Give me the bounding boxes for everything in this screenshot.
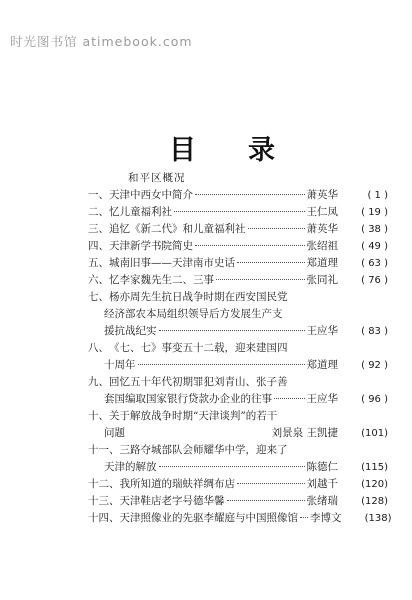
- toc-entry-line: [88, 221, 388, 238]
- entry-title: 三路夺城部队会师耀华中学，迎来了: [119, 444, 288, 456]
- entry-author: 王应华: [306, 393, 338, 405]
- toc-entry-line: [88, 357, 388, 374]
- entry-number: 十二、: [88, 478, 120, 490]
- entry-page-number: (120): [361, 479, 388, 490]
- entry-number: 四、: [88, 240, 109, 252]
- entry-number: 七、: [88, 291, 109, 303]
- toc-entry-line: [88, 442, 388, 459]
- entry-page-number: (115): [361, 462, 388, 473]
- entry-title: 经济部农本局组织领导后方发展生产支: [104, 308, 283, 320]
- toc-entry-line: [88, 425, 388, 442]
- entry-number: 十、: [88, 410, 109, 422]
- leader-dots: [227, 499, 305, 501]
- toc-entry: [88, 510, 392, 527]
- entry-author: 王应华: [306, 325, 338, 337]
- toc-entry-line: [88, 255, 388, 272]
- toc-entry-line: [88, 238, 388, 255]
- entry-author: 张绍祖: [306, 240, 338, 252]
- entry-page-number: (101): [361, 428, 388, 439]
- entry-title: 天津的解放: [104, 461, 157, 473]
- entry-title: 问题: [104, 427, 125, 439]
- toc-entry-line: [88, 459, 388, 476]
- entry-title: 天津新学书院简史: [109, 240, 193, 252]
- toc-entry: [88, 476, 388, 493]
- entry-number: 十三、: [88, 495, 120, 507]
- entry-title: 关于解放战争时期“天津谈判”的若干: [109, 410, 278, 422]
- toc-entry: [88, 272, 388, 289]
- entry-page-number: ( 96 ): [361, 394, 388, 405]
- watermark: 时光图书馆 atimebook.com: [10, 34, 193, 49]
- leader-dots: [216, 278, 305, 280]
- page-title: 目录: [169, 135, 327, 166]
- toc-entry: [88, 374, 388, 408]
- entry-title: 我所知道的瑞蚨祥绸布店: [119, 478, 235, 490]
- leader-dots: [237, 261, 305, 263]
- entry-title: 援抗战纪实: [104, 325, 157, 337]
- entry-title: 忆儿童福利社: [109, 206, 172, 218]
- toc-entry-line: [88, 272, 388, 289]
- entry-title: 十周年: [104, 359, 136, 371]
- entry-number: 二、: [88, 206, 109, 218]
- toc-entry-line: [88, 408, 388, 425]
- entry-author: 张同礼: [306, 274, 338, 286]
- toc-entry: [88, 289, 388, 340]
- entry-number: 一、: [88, 189, 109, 201]
- toc-entry: [88, 204, 388, 221]
- toc-entry-line: [88, 476, 388, 493]
- entry-author: 萧英华: [306, 223, 338, 235]
- entry-title: 天津鞋店老字号德华馨: [119, 495, 225, 507]
- leader-dots: [237, 482, 305, 484]
- toc-entry: [88, 408, 388, 442]
- entry-title: 《七、七》事变五十二载，迎来建国四: [109, 342, 288, 354]
- toc-entry-line: [88, 306, 388, 323]
- entry-author: 郑道理: [306, 257, 338, 269]
- toc-entry-line: [88, 323, 388, 340]
- entry-page-number: ( 76 ): [361, 275, 388, 286]
- toc-entry-line: [88, 204, 388, 221]
- entry-number: 五、: [88, 257, 109, 269]
- entry-page-number: (128): [361, 496, 388, 507]
- toc-entry: [88, 255, 388, 272]
- leader-dots: [174, 210, 305, 212]
- leader-dots: [159, 465, 305, 467]
- entry-author: 陈德仁: [306, 461, 338, 473]
- section-heading: 和平区概况: [128, 172, 186, 184]
- leader-dots: [159, 329, 305, 331]
- entry-title: 杨亦周先生抗日战争时期在西安国民党: [109, 291, 288, 303]
- entry-number: 八、: [88, 342, 109, 354]
- toc-entry-line: [88, 374, 388, 391]
- entry-page-number: ( 38 ): [361, 224, 388, 235]
- entry-title: 城南旧事——天津南市史话: [109, 257, 235, 269]
- toc-entry: [88, 187, 388, 204]
- entry-page-number: ( 1 ): [367, 190, 388, 201]
- entry-page-number: (138): [364, 513, 392, 524]
- entry-author: 张绪瑞: [306, 495, 338, 507]
- entry-title: 天津中西女中简介: [109, 189, 193, 201]
- entry-number: 十一、: [88, 444, 120, 456]
- toc-entry: [88, 221, 388, 238]
- toc-entry-line: [88, 493, 388, 510]
- entry-number: 六、: [88, 274, 109, 286]
- toc-entry-line: [88, 340, 388, 357]
- toc-entry: [88, 442, 388, 476]
- entry-title: 天津照像业的先驱李耀庭与中国照像馆: [119, 512, 298, 524]
- entry-page-number: ( 63 ): [361, 258, 388, 269]
- toc-entry: [88, 340, 388, 374]
- entry-author: 李博文: [310, 512, 342, 524]
- entry-author: 刘景泉 王凯捷: [271, 427, 338, 439]
- toc-entry: [88, 238, 388, 255]
- entry-title: 忆李家魏先生二、三事: [109, 274, 214, 286]
- entry-title: 回忆五十年代初期罪犯刘青山、张子善: [109, 376, 288, 388]
- leader-dots: [274, 397, 305, 399]
- leader-dots: [248, 227, 305, 229]
- toc-entry-line: [88, 391, 388, 408]
- toc-entry-line: [88, 289, 388, 306]
- entry-number: 三、: [88, 223, 109, 235]
- leader-dots: [138, 363, 305, 365]
- entry-title: 套国编取国家银行贷款办企业的往事: [104, 393, 272, 405]
- entry-page-number: ( 83 ): [361, 326, 388, 337]
- leader-dots: [195, 244, 305, 246]
- entry-page-number: ( 49 ): [361, 241, 388, 252]
- leader-dots: [300, 516, 308, 518]
- entry-author: 刘越千: [306, 478, 338, 490]
- table-of-contents: [88, 187, 392, 527]
- entry-author: 王仁凤: [306, 206, 338, 218]
- entry-page-number: ( 92 ): [361, 360, 388, 371]
- toc-entry-line: [88, 187, 388, 204]
- leader-dots: [195, 193, 305, 195]
- entry-number: 十四、: [88, 512, 120, 524]
- entry-number: 九、: [88, 376, 109, 388]
- toc-entry: [88, 493, 388, 510]
- toc-entry-line: [88, 510, 392, 527]
- entry-title: 追忆《新二代》和儿童福利社: [109, 223, 246, 235]
- entry-author: 萧英华: [306, 189, 338, 201]
- entry-page-number: ( 19 ): [361, 207, 388, 218]
- entry-author: 郑道理: [306, 359, 338, 371]
